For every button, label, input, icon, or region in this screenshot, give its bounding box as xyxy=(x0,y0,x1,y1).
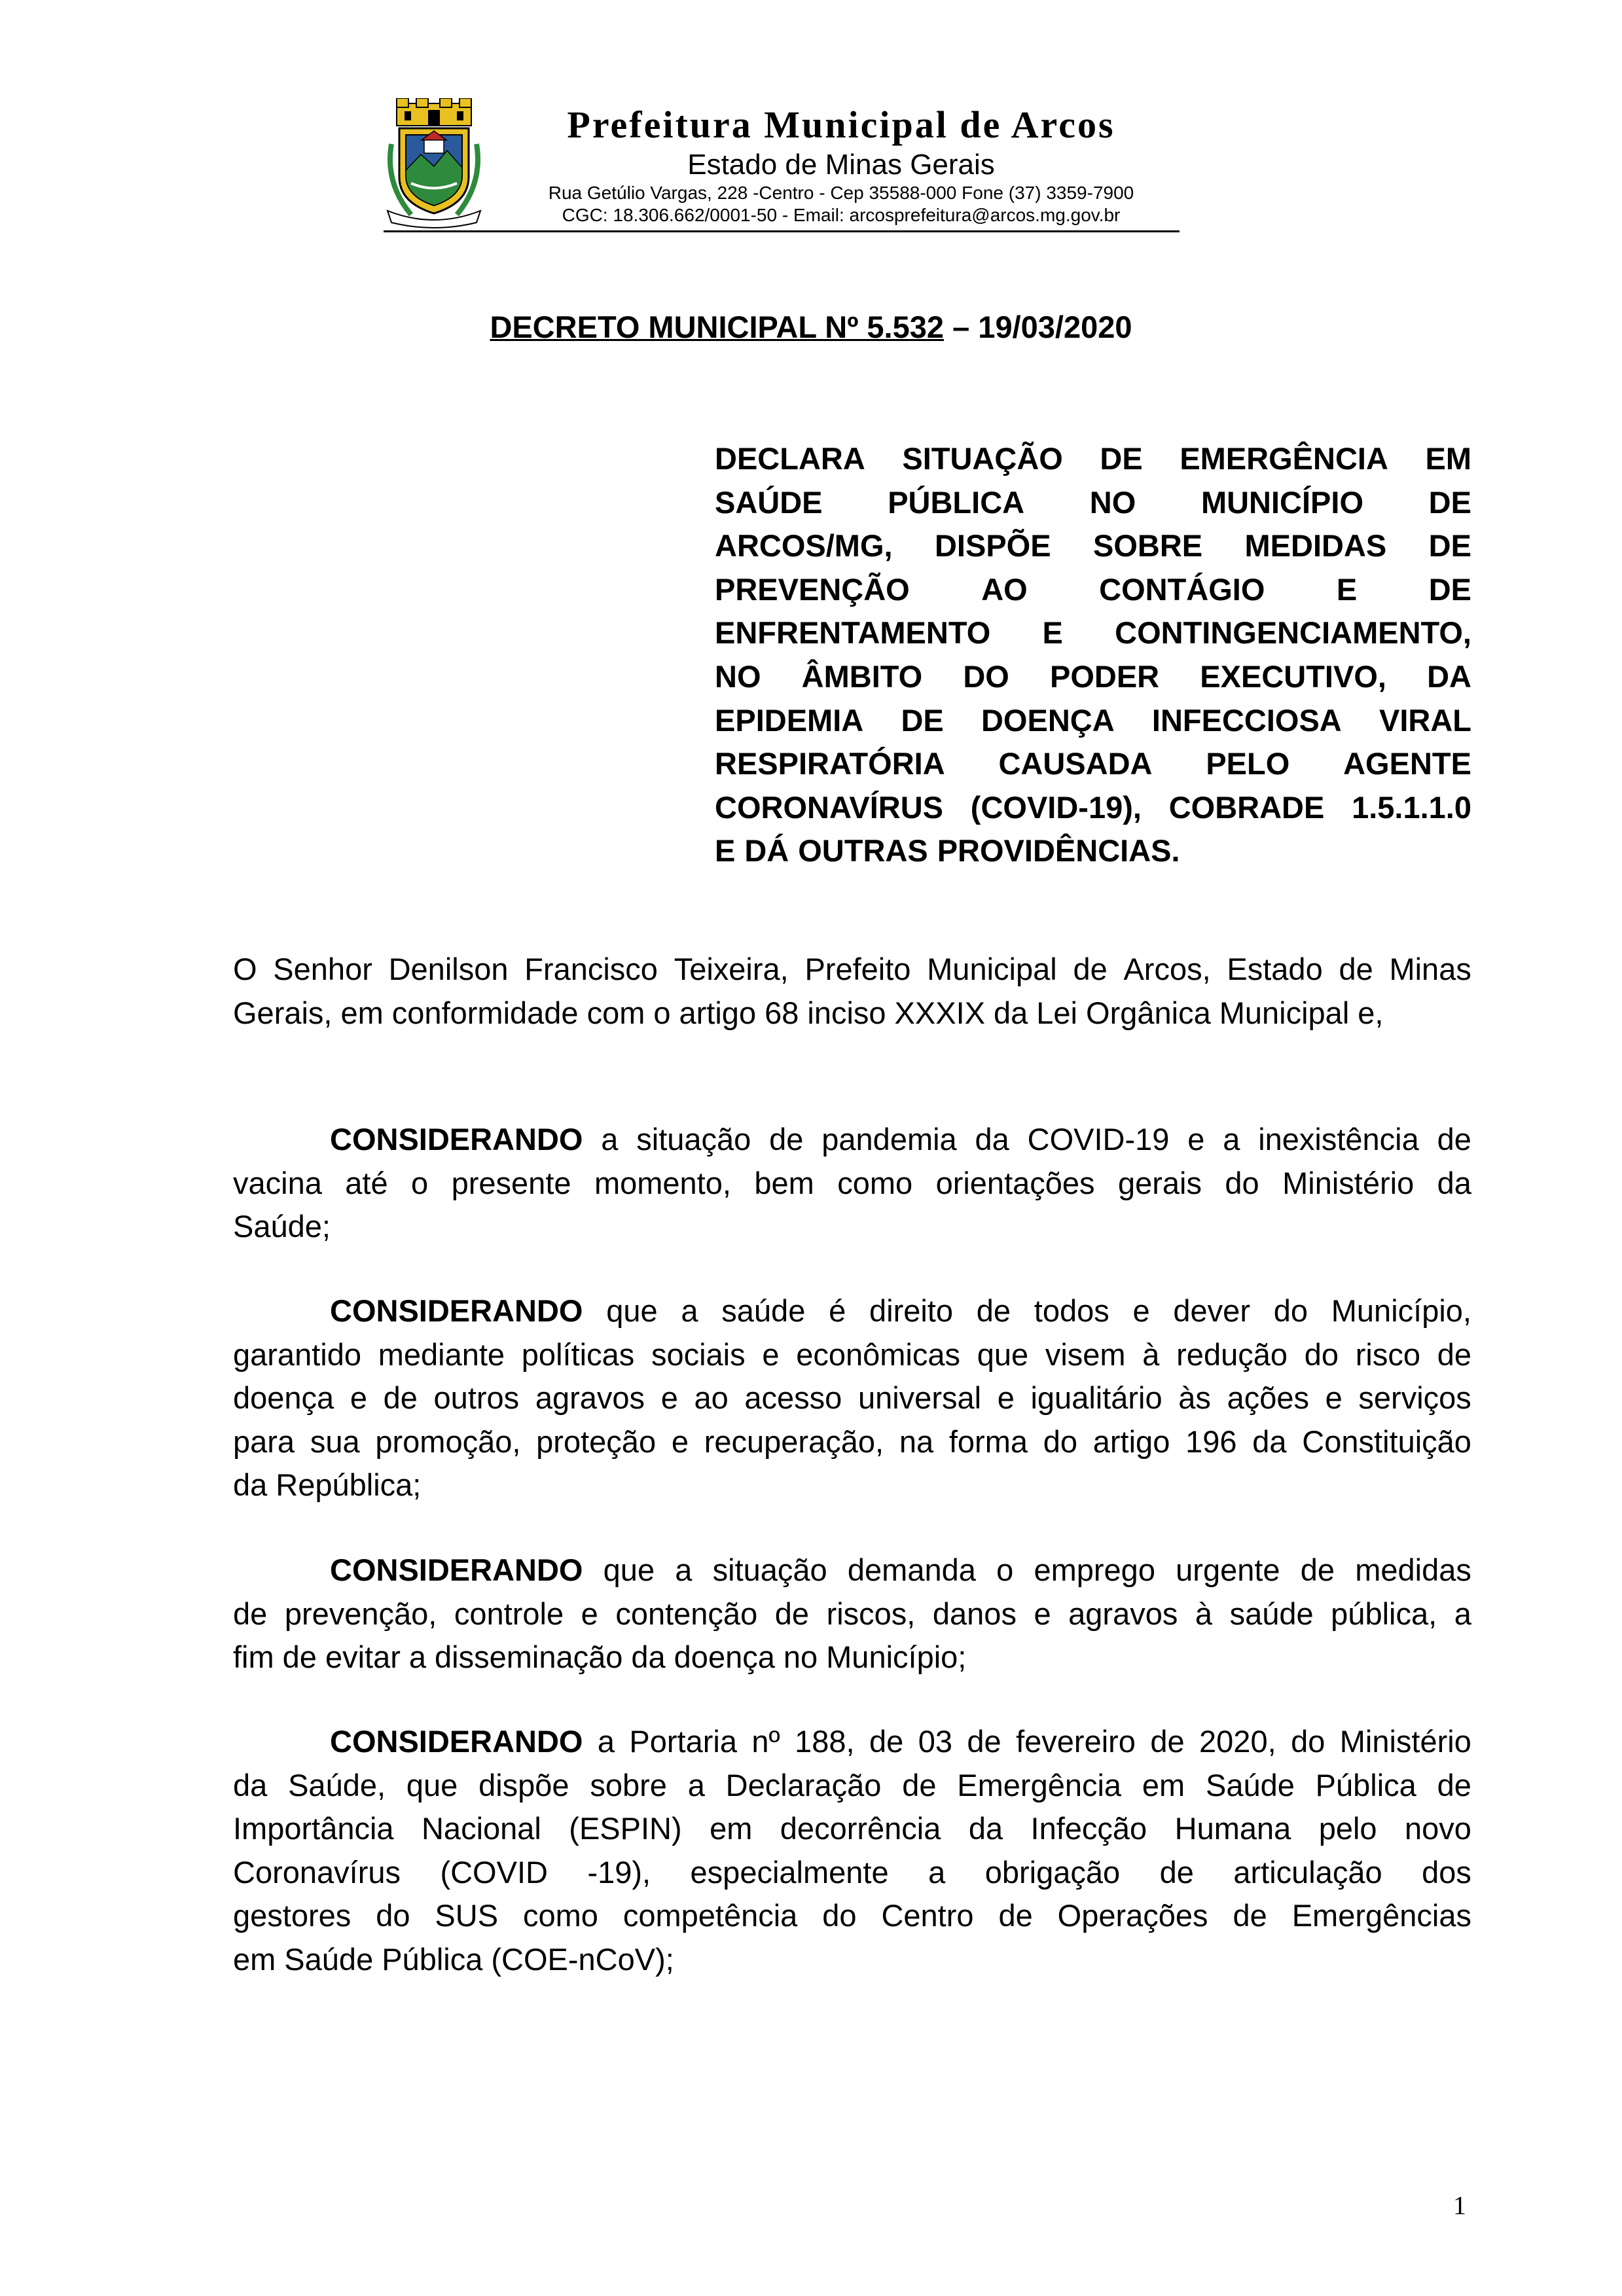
word: e, xyxy=(1358,995,1384,1030)
word: no xyxy=(783,1640,818,1675)
word: pandemia xyxy=(821,1122,957,1157)
word: recuperação, xyxy=(704,1424,884,1459)
decree-number: DECRETO MUNICIPAL Nº 5.532 xyxy=(490,310,945,344)
considerando-paragraph-3 xyxy=(233,1549,1471,1679)
word: à xyxy=(1142,1336,1160,1372)
word: NO xyxy=(1089,484,1136,520)
word: Coronavírus xyxy=(233,1854,401,1890)
word: de xyxy=(774,1596,810,1631)
letterhead-text xyxy=(503,92,1180,226)
considerando-line xyxy=(233,1376,1471,1420)
word: a xyxy=(675,1552,693,1587)
word: de xyxy=(998,1898,1033,1933)
word: AGENTE xyxy=(1343,746,1471,781)
word: Saúde, xyxy=(288,1767,386,1803)
word: econômicas xyxy=(796,1336,960,1372)
municipal-coat-of-arms-icon xyxy=(385,98,483,229)
word: vacina xyxy=(233,1165,322,1200)
word: saúde xyxy=(721,1293,806,1328)
word: de xyxy=(383,1380,418,1416)
word: agravos xyxy=(1068,1596,1178,1631)
word: Lei xyxy=(1036,995,1078,1030)
word: sobre xyxy=(590,1767,667,1803)
word: do xyxy=(822,1898,857,1933)
word: todos xyxy=(1034,1293,1109,1328)
word: que xyxy=(603,1552,655,1587)
word: da xyxy=(233,1467,268,1503)
word: EM xyxy=(1425,441,1471,476)
word: doença xyxy=(233,1380,334,1416)
word: novo xyxy=(1404,1811,1471,1846)
word: serviços xyxy=(1358,1380,1471,1416)
word: (ESPIN) xyxy=(569,1811,682,1846)
word: acesso xyxy=(744,1380,842,1416)
word: e xyxy=(762,1336,780,1372)
word: Municipal xyxy=(927,952,1057,986)
word: e xyxy=(671,1424,689,1459)
word: e xyxy=(997,1380,1015,1416)
considerando-paragraph-4 xyxy=(233,1720,1471,1982)
word: em xyxy=(233,1941,276,1977)
word: 196 xyxy=(1185,1424,1237,1459)
word: doença xyxy=(674,1640,775,1675)
word: E xyxy=(1042,615,1063,651)
word: Senhor xyxy=(273,952,372,986)
word: de xyxy=(1437,1767,1471,1803)
word: dos xyxy=(1422,1854,1471,1890)
word: 188, xyxy=(795,1724,855,1759)
word: prevenção, xyxy=(284,1596,437,1631)
word: PROVIDÊNCIAS. xyxy=(937,833,1180,869)
word: Constituição xyxy=(1302,1424,1471,1459)
decree-title xyxy=(0,308,1622,347)
word: (COVID xyxy=(440,1854,548,1890)
word: a xyxy=(408,1640,427,1675)
summary-line xyxy=(715,437,1471,481)
word: sua xyxy=(310,1424,360,1459)
word: Pública xyxy=(1315,1767,1416,1803)
word: de xyxy=(282,1640,317,1675)
word: proteção xyxy=(536,1424,657,1459)
word: outros xyxy=(433,1380,520,1416)
word: e xyxy=(1132,1293,1150,1328)
considerando-line xyxy=(233,1894,1471,1938)
word: EPIDEMIA xyxy=(715,702,864,738)
word: à xyxy=(1195,1596,1213,1631)
word: OUTRAS xyxy=(798,833,928,869)
word: disseminação xyxy=(435,1640,623,1675)
word: Município, xyxy=(1331,1293,1471,1328)
word: (COVID-19), xyxy=(970,789,1142,825)
word: -19), xyxy=(587,1854,651,1890)
word: orientações xyxy=(935,1165,1095,1200)
word: Ministério xyxy=(1339,1724,1471,1759)
word: O xyxy=(233,952,257,986)
word: e xyxy=(1325,1380,1343,1416)
word: que xyxy=(977,1336,1029,1372)
considerando-keyword: CONSIDERANDO xyxy=(330,1724,583,1759)
word: INFECCIOSA xyxy=(1151,702,1342,738)
word: Emergência xyxy=(957,1767,1122,1803)
word: a xyxy=(597,1724,615,1759)
word: demanda xyxy=(847,1552,976,1587)
considerando-line xyxy=(233,1420,1471,1464)
considerando-paragraph-1 xyxy=(233,1118,1471,1249)
word: SOBRE xyxy=(1092,528,1203,564)
word: de xyxy=(1339,952,1373,986)
word: SAÚDE xyxy=(715,484,823,520)
considerando-line xyxy=(233,1807,1471,1851)
word: de xyxy=(902,1767,937,1803)
word: DE xyxy=(1100,441,1143,476)
word: gestores xyxy=(233,1898,351,1933)
word: a xyxy=(928,1854,946,1890)
word: de xyxy=(967,1724,1001,1759)
word: a xyxy=(601,1122,619,1157)
word: em xyxy=(1142,1767,1185,1803)
word: forma xyxy=(948,1424,1028,1459)
word: pública, xyxy=(1331,1596,1437,1631)
word: mediante xyxy=(378,1336,505,1372)
word: situação xyxy=(636,1122,751,1157)
word: Ministério xyxy=(1282,1165,1415,1200)
word: Estado xyxy=(1227,952,1323,986)
word: e xyxy=(581,1596,598,1631)
word: DISPÕE xyxy=(934,528,1051,564)
word: (COE-nCoV); xyxy=(491,1941,674,1977)
word: Infecção xyxy=(1030,1811,1147,1846)
word: de xyxy=(869,1724,904,1759)
word: Teixeira, xyxy=(674,952,789,986)
letterhead xyxy=(378,92,1180,236)
word: de xyxy=(1150,1724,1185,1759)
word: SUS xyxy=(435,1898,499,1933)
word: inciso xyxy=(807,995,886,1030)
word: a xyxy=(1223,1122,1240,1157)
word: da xyxy=(233,1767,268,1803)
word: medidas xyxy=(1355,1552,1471,1587)
word: CONTINGENCIAMENTO, xyxy=(1115,615,1471,651)
intro-line xyxy=(233,992,1471,1035)
word: e xyxy=(1187,1122,1205,1157)
word: e xyxy=(1034,1596,1051,1631)
letterhead-contact: CGC: 18.306.662/0001-50 - Email: arcosprefeitura@arcos.mg.gov.br xyxy=(562,205,1121,225)
word: Humana xyxy=(1174,1811,1291,1846)
word: E xyxy=(1336,571,1358,607)
word: presente xyxy=(451,1165,571,1200)
intro-line xyxy=(233,948,1471,992)
word: o xyxy=(996,1552,1014,1587)
word: universal xyxy=(857,1380,982,1416)
word: da xyxy=(1252,1424,1287,1459)
word: EMERGÊNCIA xyxy=(1180,441,1388,476)
word: PREVENÇÃO xyxy=(715,571,910,607)
word: ENFRENTAMENTO xyxy=(715,615,991,651)
word: MEDIDAS xyxy=(1244,528,1387,564)
word: DE xyxy=(1428,484,1471,520)
intro-paragraph xyxy=(233,948,1471,1035)
word: Municipal xyxy=(1219,995,1350,1030)
word: Operações xyxy=(1057,1898,1208,1933)
word: da xyxy=(1437,1165,1471,1200)
word: 68 xyxy=(765,995,799,1030)
word: ARCOS/MG, xyxy=(715,528,893,564)
word: fevereiro xyxy=(1016,1724,1136,1759)
word: Pública xyxy=(382,1941,483,1977)
word: na xyxy=(899,1424,934,1459)
word: nº xyxy=(751,1724,780,1759)
summary-line xyxy=(715,524,1471,568)
word: competência xyxy=(622,1898,798,1933)
word: risco xyxy=(1355,1336,1420,1372)
word: de xyxy=(769,1122,804,1157)
word: Minas xyxy=(1389,952,1471,986)
word: República; xyxy=(276,1467,422,1503)
considerando-line xyxy=(233,1636,1471,1679)
word: CORONAVÍRUS xyxy=(715,789,944,825)
state-name: Estado de Minas Gerais xyxy=(687,149,995,181)
word: e xyxy=(350,1380,367,1416)
word: agravos xyxy=(535,1380,645,1416)
letterhead-divider xyxy=(384,230,1180,232)
considerando-line xyxy=(233,1333,1471,1377)
word: Prefeito xyxy=(804,952,911,986)
word: danos xyxy=(932,1596,1017,1631)
page-number: 1 xyxy=(1453,2191,1466,2220)
word: PODER xyxy=(1049,658,1160,694)
word: às xyxy=(1178,1380,1211,1416)
word: DECLARA xyxy=(715,441,865,476)
considerando-line xyxy=(233,1764,1471,1808)
word: do xyxy=(1304,1336,1339,1372)
summary-line xyxy=(715,655,1471,699)
word: do xyxy=(1273,1293,1308,1328)
word: que xyxy=(606,1293,658,1328)
word: CONTÁGIO xyxy=(1099,571,1265,607)
considerando-line xyxy=(233,1938,1471,1982)
word: pelo xyxy=(1318,1811,1377,1846)
summary-line xyxy=(715,786,1471,830)
word: DO xyxy=(963,658,1009,694)
word: políticas xyxy=(521,1336,635,1372)
word: Declaração xyxy=(725,1767,882,1803)
word: bem xyxy=(754,1165,814,1200)
word: Orgânica xyxy=(1086,995,1211,1030)
word: RESPIRATÓRIA xyxy=(715,746,945,781)
decree-date: – 19/03/2020 xyxy=(944,310,1132,344)
summary-line xyxy=(715,742,1471,786)
word: 1.5.1.1.0 xyxy=(1352,789,1471,825)
word: como xyxy=(522,1898,598,1933)
word: para xyxy=(233,1424,295,1459)
word: COBRADE xyxy=(1168,789,1325,825)
word: visem xyxy=(1045,1336,1126,1372)
considerando-line xyxy=(233,1592,1471,1636)
word: DOENÇA xyxy=(981,702,1115,738)
word: inexistência xyxy=(1258,1122,1419,1157)
word: Emergências xyxy=(1291,1898,1471,1933)
word: é xyxy=(829,1293,846,1328)
word: DE xyxy=(901,702,944,738)
considerando-first-line xyxy=(233,1720,1471,1764)
word: Portaria xyxy=(629,1724,737,1759)
word: obrigação xyxy=(984,1854,1121,1890)
word: Francisco xyxy=(524,952,658,986)
word: especialmente xyxy=(690,1854,889,1890)
word: sociais xyxy=(651,1336,746,1372)
word: saúde xyxy=(1229,1596,1314,1631)
word: da xyxy=(994,995,1028,1030)
municipality-name: Prefeitura Municipal de Arcos xyxy=(567,103,1115,146)
word: Denilson xyxy=(388,952,509,986)
word: como xyxy=(837,1165,913,1200)
word: XXXIX xyxy=(894,995,985,1030)
considerando-line xyxy=(233,1851,1471,1895)
summary-line xyxy=(715,611,1471,655)
word: de xyxy=(976,1293,1011,1328)
considerando-line xyxy=(233,1162,1471,1206)
word: do xyxy=(1225,1165,1259,1200)
summary-line xyxy=(715,829,1471,873)
word: momento, xyxy=(594,1165,731,1200)
considerando-line xyxy=(233,1205,1471,1249)
word: evitar xyxy=(325,1640,401,1675)
considerando-first-line xyxy=(233,1289,1471,1333)
considerando-keyword: CONSIDERANDO xyxy=(330,1293,583,1328)
word: ações xyxy=(1227,1380,1309,1416)
word: PÚBLICA xyxy=(888,484,1025,520)
word: garantido xyxy=(233,1336,361,1372)
considerando-paragraph-2 xyxy=(233,1289,1471,1507)
decree-summary xyxy=(715,437,1471,873)
considerando-keyword: CONSIDERANDO xyxy=(330,1122,583,1157)
letterhead-address: Rua Getúlio Vargas, 228 -Centro - Cep 35588-000 Fone (37) 3359-7900 xyxy=(548,183,1134,203)
word: Gerais, xyxy=(233,995,333,1030)
word: situação xyxy=(712,1552,827,1587)
word: AO xyxy=(981,571,1028,607)
word: do xyxy=(1291,1724,1325,1759)
word: da xyxy=(968,1811,1003,1846)
word: conformidade xyxy=(391,995,579,1030)
word: do xyxy=(1043,1424,1078,1459)
word: DA xyxy=(1427,658,1471,694)
word: Nacional xyxy=(421,1811,541,1846)
word: da xyxy=(631,1640,666,1675)
word: CAUSADA xyxy=(998,746,1153,781)
word: Arcos, xyxy=(1123,952,1211,986)
considerando-first-line xyxy=(233,1118,1471,1162)
word: MUNICÍPIO xyxy=(1200,484,1363,520)
word: de xyxy=(1300,1552,1335,1587)
word: de xyxy=(233,1596,268,1631)
word: riscos, xyxy=(826,1596,916,1631)
word: em xyxy=(710,1811,753,1846)
word: EXECUTIVO, xyxy=(1200,658,1386,694)
word: 03 xyxy=(918,1724,952,1759)
word: Centro xyxy=(881,1898,974,1933)
word: promoção, xyxy=(375,1424,521,1459)
word: a xyxy=(681,1293,698,1328)
word: Saúde xyxy=(1205,1767,1295,1803)
word: DE xyxy=(1428,571,1471,607)
word: PELO xyxy=(1206,746,1290,781)
considerando-keyword: CONSIDERANDO xyxy=(330,1552,583,1587)
considerando-first-line xyxy=(233,1549,1471,1592)
word: gerais xyxy=(1117,1165,1202,1200)
word: controle xyxy=(454,1596,564,1631)
word: até xyxy=(345,1165,388,1200)
word: fim xyxy=(233,1640,274,1675)
word: da xyxy=(975,1122,1009,1157)
word: Município; xyxy=(826,1640,967,1675)
word: NO xyxy=(715,658,761,694)
summary-line xyxy=(715,699,1471,743)
word: artigo xyxy=(679,995,757,1030)
word: DÁ xyxy=(744,833,789,869)
word: e xyxy=(660,1380,678,1416)
word: que xyxy=(406,1767,458,1803)
word: redução xyxy=(1176,1336,1288,1372)
word: de xyxy=(1233,1898,1267,1933)
word: com xyxy=(586,995,645,1030)
word: E xyxy=(715,833,736,869)
word: direito xyxy=(869,1293,953,1328)
word: de xyxy=(1159,1854,1194,1890)
considerando-line xyxy=(233,1463,1471,1507)
word: articulação xyxy=(1233,1854,1382,1890)
word: a xyxy=(1454,1596,1471,1631)
word: COVID-19 xyxy=(1027,1122,1170,1157)
word: 2020, xyxy=(1199,1724,1276,1759)
word: ÂMBITO xyxy=(801,658,923,694)
word: Saúde xyxy=(284,1941,374,1977)
word: Saúde; xyxy=(233,1209,331,1244)
word: SITUAÇÃO xyxy=(902,441,1063,476)
word: artigo xyxy=(1092,1424,1170,1459)
word: de xyxy=(1437,1336,1471,1372)
word: a xyxy=(687,1767,705,1803)
word: DE xyxy=(1428,528,1471,564)
word: o xyxy=(653,995,671,1030)
word: igualitário xyxy=(1030,1380,1162,1416)
word: Importância xyxy=(233,1811,394,1846)
word: o xyxy=(411,1165,429,1200)
word: emprego xyxy=(1034,1552,1155,1587)
word: contenção xyxy=(615,1596,758,1631)
word: ao xyxy=(694,1380,729,1416)
word: dever xyxy=(1173,1293,1250,1328)
word: VIRAL xyxy=(1379,702,1471,738)
word: em xyxy=(340,995,384,1030)
word: de xyxy=(1437,1122,1471,1157)
summary-line xyxy=(715,481,1471,525)
word: dispõe xyxy=(478,1767,569,1803)
word: do xyxy=(376,1898,410,1933)
summary-line xyxy=(715,568,1471,612)
word: decorrência xyxy=(780,1811,941,1846)
word: urgente xyxy=(1176,1552,1280,1587)
word: de xyxy=(1073,952,1108,986)
